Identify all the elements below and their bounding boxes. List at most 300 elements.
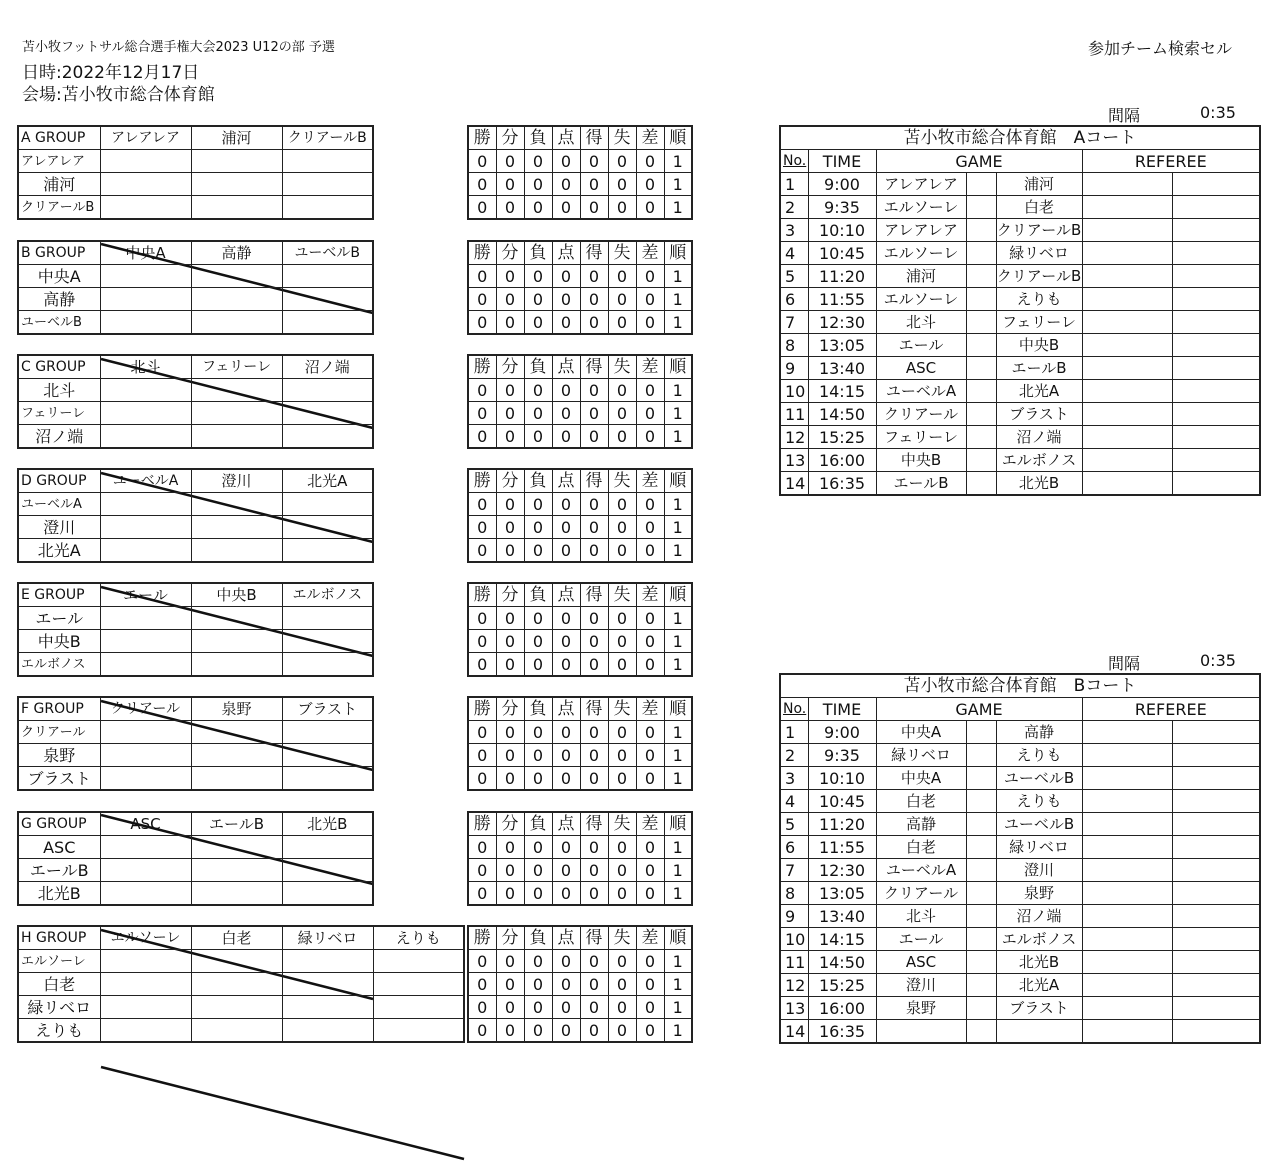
- column-referee: REFEREE: [1082, 150, 1260, 173]
- standings-value: 0: [552, 539, 580, 563]
- match-result-cell[interactable]: [282, 744, 373, 767]
- standings-header: 失: [608, 126, 636, 150]
- referee-cell[interactable]: [1082, 744, 1172, 767]
- group-column-team: 高静: [191, 241, 282, 265]
- standings-value: 0: [552, 950, 580, 973]
- standings-value: 0: [608, 996, 636, 1019]
- match-result-cell[interactable]: [191, 402, 282, 425]
- referee-cell[interactable]: [1082, 721, 1172, 744]
- match-result-cell[interactable]: [282, 288, 373, 311]
- standings-row: [468, 836, 692, 859]
- match-result-cell[interactable]: [282, 173, 373, 196]
- standings-value: 0: [496, 973, 524, 996]
- standings-value: 0: [580, 425, 608, 449]
- vs-spacer: [966, 882, 996, 905]
- referee-cell[interactable]: [1172, 426, 1260, 449]
- group-label: B GROUP: [18, 241, 100, 265]
- group-row: [18, 859, 373, 882]
- standings-value: 0: [524, 173, 552, 196]
- standings-header: 差: [636, 355, 664, 379]
- away-team: 浦河: [996, 173, 1082, 196]
- match-row: [780, 219, 1260, 242]
- standings-value: 1: [664, 836, 692, 859]
- referee-cell[interactable]: [1082, 997, 1172, 1020]
- standings-value: 0: [524, 288, 552, 311]
- match-result-cell[interactable]: [191, 607, 282, 630]
- group-column-team: 中央B: [191, 583, 282, 607]
- referee-cell[interactable]: [1082, 265, 1172, 288]
- referee-cell[interactable]: [1082, 288, 1172, 311]
- home-team: エール: [876, 334, 966, 357]
- match-result-cell[interactable]: [100, 836, 191, 859]
- match-result-cell[interactable]: [282, 767, 373, 791]
- group-label: A GROUP: [18, 126, 100, 150]
- referee-cell[interactable]: [1082, 790, 1172, 813]
- standings-value: 0: [608, 539, 636, 563]
- standings-row: [468, 973, 692, 996]
- match-result-cell[interactable]: [100, 859, 191, 882]
- away-team: 沼ノ端: [996, 426, 1082, 449]
- referee-cell[interactable]: [1172, 951, 1260, 974]
- standings-value: 1: [664, 996, 692, 1019]
- referee-cell[interactable]: [1172, 196, 1260, 219]
- match-result-cell[interactable]: [100, 196, 191, 220]
- vs-spacer: [966, 721, 996, 744]
- referee-cell[interactable]: [1082, 449, 1172, 472]
- match-row: [780, 813, 1260, 836]
- referee-cell[interactable]: [1172, 928, 1260, 951]
- match-result-cell[interactable]: [191, 721, 282, 744]
- match-result-cell[interactable]: [191, 950, 282, 973]
- standings-value: 0: [524, 425, 552, 449]
- referee-cell[interactable]: [1172, 767, 1260, 790]
- match-result-cell[interactable]: [100, 173, 191, 196]
- referee-cell[interactable]: [1082, 928, 1172, 951]
- away-team: クリアールB: [996, 265, 1082, 288]
- match-result-cell[interactable]: [100, 288, 191, 311]
- standings-value: 0: [580, 379, 608, 402]
- match-result-cell[interactable]: [282, 516, 373, 539]
- standings-row: [468, 265, 692, 288]
- match-result-cell[interactable]: [282, 836, 373, 859]
- standings-row: [468, 379, 692, 402]
- standings-value: 0: [524, 996, 552, 1019]
- group-row: [18, 265, 373, 288]
- standings-header: 失: [608, 241, 636, 265]
- referee-cell[interactable]: [1082, 1020, 1172, 1044]
- referee-cell[interactable]: [1082, 219, 1172, 242]
- standings-value: 0: [468, 425, 496, 449]
- vs-spacer: [966, 1020, 996, 1044]
- match-result-cell[interactable]: [373, 950, 464, 973]
- match-result-cell[interactable]: [100, 767, 191, 791]
- away-team: 北光A: [996, 974, 1082, 997]
- home-team: 中央A: [876, 721, 966, 744]
- group-row: [18, 882, 373, 906]
- referee-cell[interactable]: [1082, 403, 1172, 426]
- referee-cell[interactable]: [1082, 905, 1172, 928]
- standings-header: 分: [496, 126, 524, 150]
- match-time: 12:30: [808, 311, 876, 334]
- standings-header: 分: [496, 241, 524, 265]
- standings-value: 0: [496, 744, 524, 767]
- standings-value: 0: [468, 721, 496, 744]
- referee-cell[interactable]: [1082, 196, 1172, 219]
- standings-value: 0: [524, 1019, 552, 1043]
- group-column-team: えりも: [373, 926, 464, 950]
- match-result-cell[interactable]: [191, 653, 282, 677]
- referee-cell[interactable]: [1172, 744, 1260, 767]
- referee-cell[interactable]: [1082, 357, 1172, 380]
- match-result-cell[interactable]: [282, 379, 373, 402]
- referee-cell[interactable]: [1172, 449, 1260, 472]
- away-team: ブラスト: [996, 997, 1082, 1020]
- standings-value: 0: [552, 973, 580, 996]
- match-result-cell[interactable]: [191, 859, 282, 882]
- match-time: 11:55: [808, 836, 876, 859]
- standings-value: 1: [664, 882, 692, 906]
- group-table: [17, 811, 374, 906]
- match-result-cell[interactable]: [282, 150, 373, 173]
- standings-row: [468, 539, 692, 563]
- referee-cell[interactable]: [1172, 242, 1260, 265]
- standings-header: 得: [580, 469, 608, 493]
- group-column-team: 泉野: [191, 697, 282, 721]
- referee-cell[interactable]: [1172, 311, 1260, 334]
- match-result-cell[interactable]: [282, 196, 373, 220]
- match-number: 10: [780, 380, 808, 403]
- standings-value: 0: [552, 767, 580, 791]
- match-number: 6: [780, 836, 808, 859]
- match-result-cell[interactable]: [100, 653, 191, 677]
- standings-header: 差: [636, 583, 664, 607]
- referee-cell[interactable]: [1082, 173, 1172, 196]
- match-result-cell[interactable]: [282, 425, 373, 449]
- standings-row: [468, 402, 692, 425]
- standings-header: 点: [552, 812, 580, 836]
- standings-row: [468, 859, 692, 882]
- match-result-cell[interactable]: [373, 996, 464, 1019]
- group-row: [18, 996, 464, 1019]
- match-result-cell[interactable]: [191, 196, 282, 220]
- referee-cell[interactable]: [1082, 882, 1172, 905]
- match-result-cell[interactable]: [191, 882, 282, 906]
- standings-value: 0: [496, 150, 524, 173]
- referee-cell[interactable]: [1082, 426, 1172, 449]
- match-result-cell[interactable]: [100, 1019, 191, 1043]
- referee-cell[interactable]: [1172, 173, 1260, 196]
- vs-spacer: [966, 357, 996, 380]
- standings-value: 1: [664, 973, 692, 996]
- match-result-cell[interactable]: [191, 379, 282, 402]
- referee-cell[interactable]: [1082, 767, 1172, 790]
- match-result-cell[interactable]: [100, 744, 191, 767]
- court-schedule-table: [779, 125, 1261, 496]
- match-result-cell[interactable]: [100, 607, 191, 630]
- match-result-cell[interactable]: [282, 996, 373, 1019]
- match-number: 6: [780, 288, 808, 311]
- standings-value: 0: [608, 630, 636, 653]
- vs-spacer: [966, 449, 996, 472]
- standings-value: 0: [636, 996, 664, 1019]
- match-result-cell[interactable]: [191, 311, 282, 335]
- standings-value: 0: [468, 288, 496, 311]
- group-row-team: ユーベルA: [18, 493, 100, 516]
- standings-value: 0: [524, 516, 552, 539]
- standings-header: 差: [636, 697, 664, 721]
- referee-cell[interactable]: [1172, 790, 1260, 813]
- referee-cell[interactable]: [1172, 859, 1260, 882]
- home-team: 北斗: [876, 905, 966, 928]
- group-row-team: ブラスト: [18, 767, 100, 791]
- standings-header: 分: [496, 697, 524, 721]
- match-row: [780, 311, 1260, 334]
- match-row: [780, 836, 1260, 859]
- standings-header: 得: [580, 926, 608, 950]
- standings-value: 0: [636, 767, 664, 791]
- match-result-cell[interactable]: [282, 973, 373, 996]
- match-row: [780, 196, 1260, 219]
- referee-cell[interactable]: [1172, 265, 1260, 288]
- home-team: 泉野: [876, 997, 966, 1020]
- standings-value: 0: [580, 493, 608, 516]
- referee-cell[interactable]: [1082, 836, 1172, 859]
- referee-cell[interactable]: [1082, 951, 1172, 974]
- away-team: 高静: [996, 721, 1082, 744]
- standings-value: 0: [636, 288, 664, 311]
- standings-value: 0: [468, 630, 496, 653]
- standings-value: 0: [636, 539, 664, 563]
- away-team: エールB: [996, 357, 1082, 380]
- match-result-cell[interactable]: [373, 973, 464, 996]
- referee-cell[interactable]: [1172, 472, 1260, 496]
- standings-value: 0: [496, 516, 524, 539]
- referee-cell[interactable]: [1172, 219, 1260, 242]
- match-result-cell[interactable]: [191, 744, 282, 767]
- standings-value: 0: [552, 882, 580, 906]
- referee-cell[interactable]: [1172, 813, 1260, 836]
- match-result-cell[interactable]: [282, 653, 373, 677]
- standings-value: 0: [552, 311, 580, 335]
- referee-cell[interactable]: [1082, 242, 1172, 265]
- match-result-cell[interactable]: [282, 539, 373, 563]
- match-result-cell[interactable]: [191, 1019, 282, 1043]
- group-column-team: 北光A: [282, 469, 373, 493]
- standings-header: 点: [552, 469, 580, 493]
- group-row-team: 泉野: [18, 744, 100, 767]
- group-label: G GROUP: [18, 812, 100, 836]
- referee-cell[interactable]: [1172, 836, 1260, 859]
- match-result-cell[interactable]: [282, 630, 373, 653]
- standings-header: 差: [636, 469, 664, 493]
- group-column-team: ユーベルA: [100, 469, 191, 493]
- home-team: 白老: [876, 836, 966, 859]
- group-table: [17, 925, 465, 1043]
- match-time: 16:35: [808, 1020, 876, 1044]
- standings-value: 0: [524, 402, 552, 425]
- standings-value: 0: [468, 950, 496, 973]
- standings-value: 0: [636, 836, 664, 859]
- standings-value: 1: [664, 859, 692, 882]
- referee-cell[interactable]: [1172, 357, 1260, 380]
- standings-row: [468, 607, 692, 630]
- column-time: TIME: [808, 150, 876, 173]
- standings-value: 1: [664, 379, 692, 402]
- match-result-cell[interactable]: [282, 265, 373, 288]
- standings-header: 失: [608, 355, 636, 379]
- match-result-cell[interactable]: [100, 996, 191, 1019]
- match-result-cell[interactable]: [282, 493, 373, 516]
- match-result-cell[interactable]: [100, 630, 191, 653]
- standings-value: 0: [524, 379, 552, 402]
- referee-cell[interactable]: [1172, 1020, 1260, 1044]
- standings-value: 0: [580, 721, 608, 744]
- group-table: [17, 468, 374, 563]
- match-result-cell[interactable]: [191, 836, 282, 859]
- match-result-cell[interactable]: [191, 973, 282, 996]
- away-team: 緑リベロ: [996, 242, 1082, 265]
- vs-spacer: [966, 974, 996, 997]
- group-row: [18, 653, 373, 677]
- match-result-cell[interactable]: [282, 607, 373, 630]
- standings-row: [468, 516, 692, 539]
- home-team: 中央B: [876, 449, 966, 472]
- group-column-team: ASC: [100, 812, 191, 836]
- match-number: 4: [780, 790, 808, 813]
- column-game: GAME: [876, 150, 1082, 173]
- match-result-cell[interactable]: [191, 767, 282, 791]
- match-result-cell[interactable]: [100, 402, 191, 425]
- match-result-cell[interactable]: [282, 1019, 373, 1043]
- match-row: [780, 357, 1260, 380]
- vs-spacer: [966, 403, 996, 426]
- referee-cell[interactable]: [1082, 334, 1172, 357]
- team-search-cell[interactable]: 参加チーム検索セル: [1088, 39, 1233, 58]
- match-result-cell[interactable]: [100, 516, 191, 539]
- referee-cell[interactable]: [1172, 905, 1260, 928]
- group-table: [17, 240, 374, 335]
- home-team: ASC: [876, 951, 966, 974]
- match-result-cell[interactable]: [100, 493, 191, 516]
- match-result-cell[interactable]: [282, 721, 373, 744]
- match-result-cell[interactable]: [191, 150, 282, 173]
- standings-value: 0: [608, 288, 636, 311]
- referee-cell[interactable]: [1082, 380, 1172, 403]
- standings-value: 0: [524, 973, 552, 996]
- referee-cell[interactable]: [1172, 334, 1260, 357]
- match-result-cell[interactable]: [100, 311, 191, 335]
- home-team: エールB: [876, 472, 966, 496]
- match-result-cell[interactable]: [191, 288, 282, 311]
- group-row: [18, 425, 373, 449]
- group-row: [18, 402, 373, 425]
- match-result-cell[interactable]: [191, 425, 282, 449]
- match-number: 10: [780, 928, 808, 951]
- standings-value: 0: [496, 859, 524, 882]
- match-result-cell[interactable]: [191, 996, 282, 1019]
- standings-value: 0: [496, 379, 524, 402]
- referee-cell[interactable]: [1172, 997, 1260, 1020]
- referee-cell[interactable]: [1172, 288, 1260, 311]
- group-row-team: 中央A: [18, 265, 100, 288]
- referee-cell[interactable]: [1172, 380, 1260, 403]
- home-team: エルソーレ: [876, 196, 966, 219]
- referee-cell[interactable]: [1172, 974, 1260, 997]
- match-result-cell[interactable]: [191, 630, 282, 653]
- standings-value: 0: [580, 196, 608, 220]
- match-result-cell[interactable]: [100, 950, 191, 973]
- referee-cell[interactable]: [1082, 974, 1172, 997]
- standings-value: 0: [524, 653, 552, 677]
- referee-cell[interactable]: [1082, 859, 1172, 882]
- match-row: [780, 928, 1260, 951]
- referee-cell[interactable]: [1082, 311, 1172, 334]
- group-row: [18, 1019, 464, 1043]
- match-result-cell[interactable]: [191, 493, 282, 516]
- match-number: 4: [780, 242, 808, 265]
- match-time: 10:10: [808, 767, 876, 790]
- match-result-cell[interactable]: [100, 539, 191, 563]
- standings-header: 分: [496, 583, 524, 607]
- match-result-cell[interactable]: [100, 150, 191, 173]
- referee-cell[interactable]: [1172, 882, 1260, 905]
- match-result-cell[interactable]: [282, 311, 373, 335]
- standings-value: 0: [468, 311, 496, 335]
- match-number: 1: [780, 173, 808, 196]
- match-result-cell[interactable]: [100, 379, 191, 402]
- home-team: クリアール: [876, 403, 966, 426]
- match-result-cell[interactable]: [100, 882, 191, 906]
- match-result-cell[interactable]: [191, 173, 282, 196]
- match-number: 3: [780, 219, 808, 242]
- vs-spacer: [966, 472, 996, 496]
- referee-cell[interactable]: [1082, 813, 1172, 836]
- standings-table: [467, 125, 693, 220]
- match-result-cell[interactable]: [282, 859, 373, 882]
- match-result-cell[interactable]: [100, 973, 191, 996]
- vs-spacer: [966, 790, 996, 813]
- standings-value: 0: [496, 950, 524, 973]
- match-result-cell[interactable]: [191, 516, 282, 539]
- match-result-cell[interactable]: [100, 721, 191, 744]
- match-time: 14:50: [808, 403, 876, 426]
- match-result-cell[interactable]: [100, 425, 191, 449]
- referee-cell[interactable]: [1172, 403, 1260, 426]
- away-team: 緑リベロ: [996, 836, 1082, 859]
- group-row: [18, 607, 373, 630]
- match-result-cell[interactable]: [282, 882, 373, 906]
- standings-value: 0: [636, 1019, 664, 1043]
- standings-header: 分: [496, 812, 524, 836]
- match-row: [780, 744, 1260, 767]
- standings-row: [468, 288, 692, 311]
- match-result-cell[interactable]: [191, 539, 282, 563]
- match-result-cell[interactable]: [282, 402, 373, 425]
- match-result-cell[interactable]: [373, 1019, 464, 1043]
- vs-spacer: [966, 767, 996, 790]
- standings-table: [467, 468, 693, 563]
- standings-header: 得: [580, 126, 608, 150]
- match-result-cell[interactable]: [282, 950, 373, 973]
- standings-value: 0: [580, 630, 608, 653]
- match-time: 9:00: [808, 173, 876, 196]
- group-row-team: エールB: [18, 859, 100, 882]
- referee-cell[interactable]: [1172, 721, 1260, 744]
- match-result-cell[interactable]: [100, 265, 191, 288]
- referee-cell[interactable]: [1082, 472, 1172, 496]
- match-number: 9: [780, 357, 808, 380]
- match-result-cell[interactable]: [191, 265, 282, 288]
